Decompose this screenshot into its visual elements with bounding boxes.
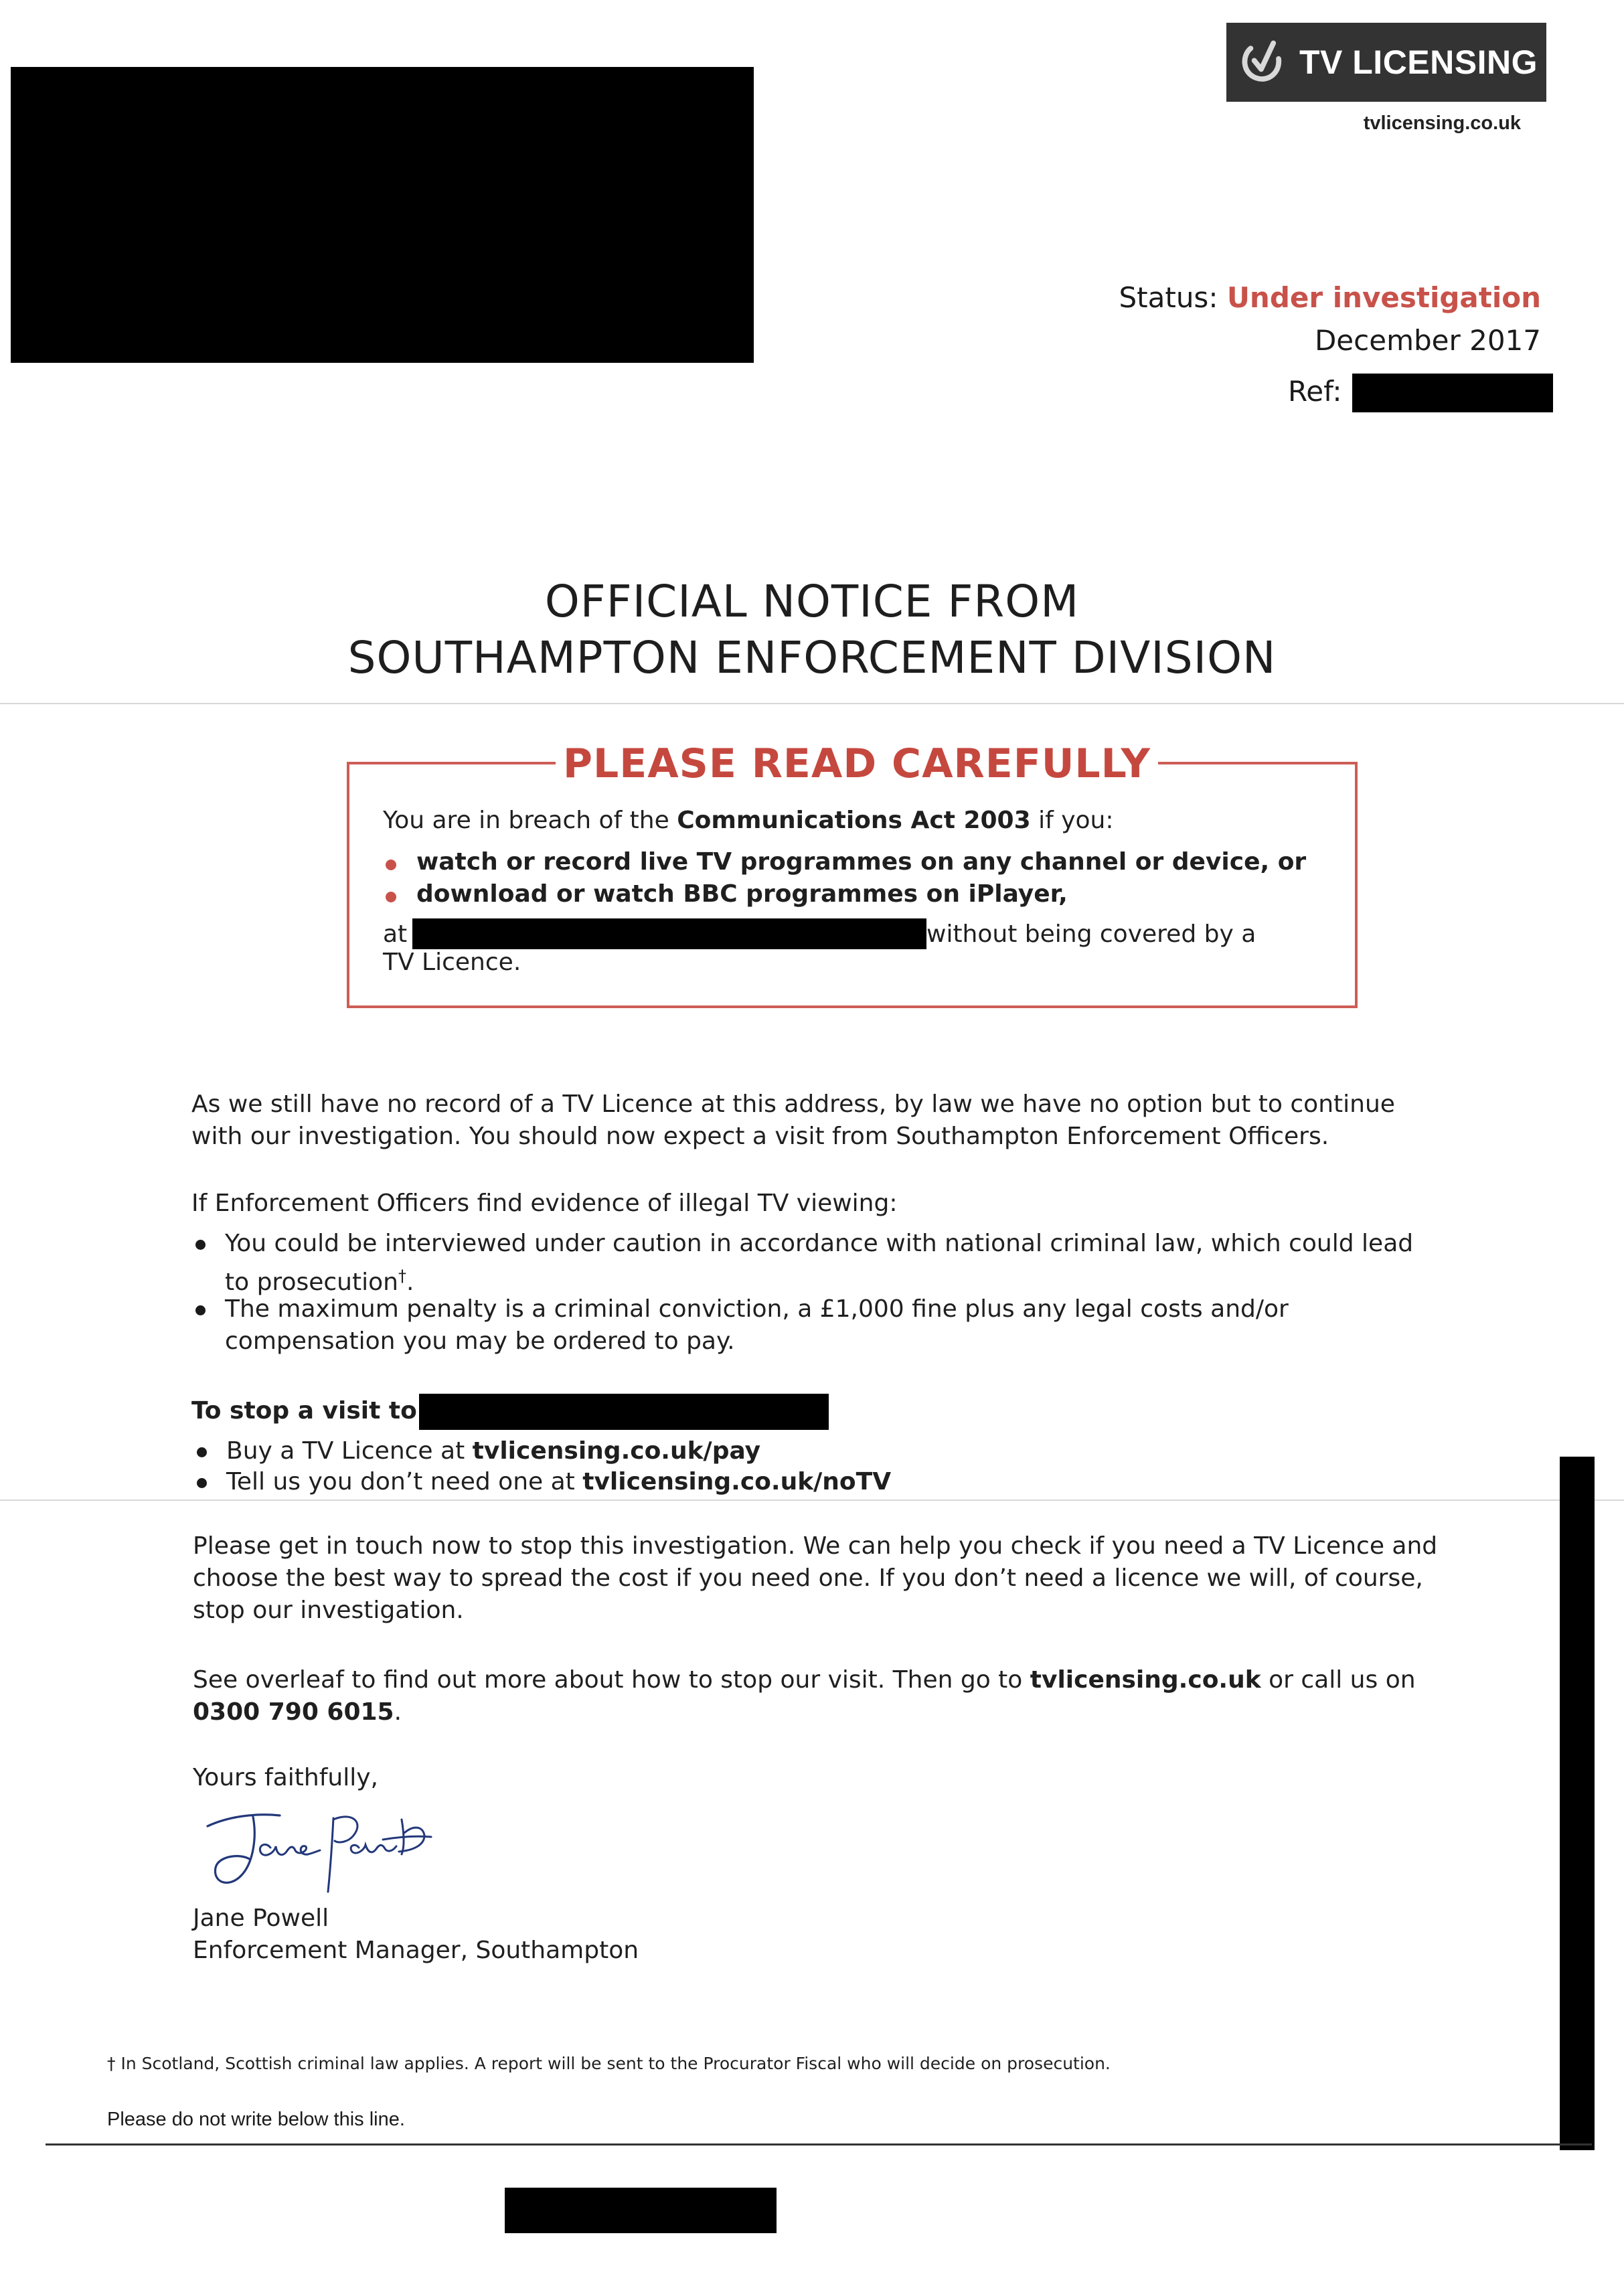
- notice-bullet-icon: [386, 860, 396, 870]
- ref-label: Ref:: [1288, 375, 1342, 408]
- paragraph-3-line-1: Please get in touch now to stop this investigation. We can help you check if you need a TV Licence and: [193, 1532, 1438, 1560]
- stop-visit-heading: To stop a visit to: [191, 1397, 417, 1425]
- notice-at-line2: TV Licence.: [383, 949, 521, 976]
- redacted-address-inline: [412, 918, 926, 949]
- bullet-icon: [195, 1240, 206, 1250]
- status-label: Status:: [1119, 281, 1218, 314]
- bullet-1-line-1: You could be interviewed under caution in accordance with national criminal law, which could lead: [225, 1230, 1414, 1257]
- paragraph-3-line-3: stop our investigation.: [193, 1597, 464, 1624]
- stop-bullet-1-text: Buy a TV Licence at: [226, 1437, 473, 1465]
- fold-line: [0, 703, 1624, 704]
- pay-link[interactable]: tvlicensing.co.uk/pay: [472, 1437, 761, 1465]
- intro-act: Communications Act 2003: [677, 807, 1031, 834]
- closing: Yours faithfully,: [193, 1764, 378, 1791]
- paragraph-1-line-1: As we still have no record of a TV Licence at this address, by law we have no option but to continue: [191, 1090, 1395, 1118]
- status-line: [1119, 281, 1541, 314]
- fold-line: [0, 1499, 1624, 1501]
- notice-bullet-2: download or watch BBC programmes on iPlayer,: [416, 880, 1068, 908]
- notice-intro: [383, 805, 1113, 837]
- paragraph-4-line-1: [193, 1664, 1416, 1696]
- dagger-mark: †: [398, 1267, 406, 1285]
- intro-post: if you:: [1030, 807, 1114, 834]
- redacted-barcode: [505, 2188, 777, 2233]
- bullet-2-line-1: The maximum penalty is a criminal conviction, a £1,000 fine plus any legal costs and/or: [225, 1295, 1289, 1323]
- notice-bullet-1: watch or record live TV programmes on any channel or device, or: [416, 848, 1307, 876]
- bullet-icon: [195, 1305, 206, 1315]
- tv-licensing-logo: [1226, 23, 1546, 102]
- cut-line: [46, 2143, 1592, 2145]
- phone-number: 0300 790 6015: [193, 1698, 394, 1726]
- notice-bullet-icon: [386, 892, 396, 902]
- signatory-role: Enforcement Manager, Southampton: [193, 1937, 639, 1964]
- website-link[interactable]: tvlicensing.co.uk: [1030, 1666, 1261, 1694]
- letter-date: December 2017: [1314, 324, 1541, 357]
- redacted-reference: [1352, 374, 1553, 412]
- bullet-2-line-2: compensation you may be ordered to pay.: [225, 1327, 735, 1355]
- redacted-side-bar: [1560, 1457, 1595, 2150]
- redacted-address: [11, 67, 754, 363]
- stop-bullet-1: [226, 1435, 760, 1467]
- website-url: tvlicensing.co.uk: [1363, 112, 1521, 134]
- notice-heading: PLEASE READ CAREFULLY: [556, 740, 1158, 787]
- do-not-write-notice: Please do not write below this line.: [107, 2109, 405, 2130]
- signature-image: [201, 1798, 455, 1898]
- paragraph-4-line-2: [193, 1696, 402, 1728]
- paragraph-4-text: See overleaf to find out more about how to stop our visit. Then go to: [193, 1666, 1030, 1694]
- redacted-address-stop: [419, 1394, 829, 1430]
- paragraph-1-line-2: with our investigation. You should now expect a visit from Southampton Enforcement Officers.: [191, 1123, 1329, 1150]
- bullet-icon: [197, 1447, 207, 1457]
- page-title-line-1: OFFICIAL NOTICE FROM: [544, 576, 1080, 627]
- bullet-1-end: .: [406, 1269, 414, 1296]
- bullet-1-text: to prosecution: [225, 1269, 398, 1296]
- page-title-line-2: SOUTHAMPTON ENFORCEMENT DIVISION: [347, 632, 1277, 683]
- notice-at-post: without being covered by a: [926, 920, 1256, 948]
- paragraph-4-post: or call us on: [1261, 1666, 1416, 1694]
- notv-link[interactable]: tvlicensing.co.uk/noTV: [582, 1468, 892, 1495]
- intro-pre: You are in breach of the: [383, 807, 677, 834]
- notice-at-label: at: [383, 920, 408, 948]
- signatory-name: Jane Powell: [193, 1904, 329, 1932]
- bullet-icon: [197, 1478, 207, 1488]
- logo-text: TV LICENSING: [1299, 44, 1538, 81]
- stop-bullet-2-text: Tell us you don’t need one at: [226, 1468, 583, 1495]
- tv-licensing-tick-icon: [1235, 36, 1287, 88]
- paragraph-3-line-2: choose the best way to spread the cost if you need one. If you don’t need a licence we will, of course,: [193, 1564, 1423, 1592]
- status-value: Under investigation: [1226, 281, 1541, 314]
- footnote: † In Scotland, Scottish criminal law applies. A report will be sent to the Procurator Fiscal who will decide on prosecution.: [107, 2054, 1111, 2073]
- stop-bullet-2: [226, 1466, 891, 1498]
- paragraph-4-end: .: [394, 1698, 402, 1726]
- paragraph-2-intro: If Enforcement Officers find evidence of illegal TV viewing:: [191, 1190, 898, 1217]
